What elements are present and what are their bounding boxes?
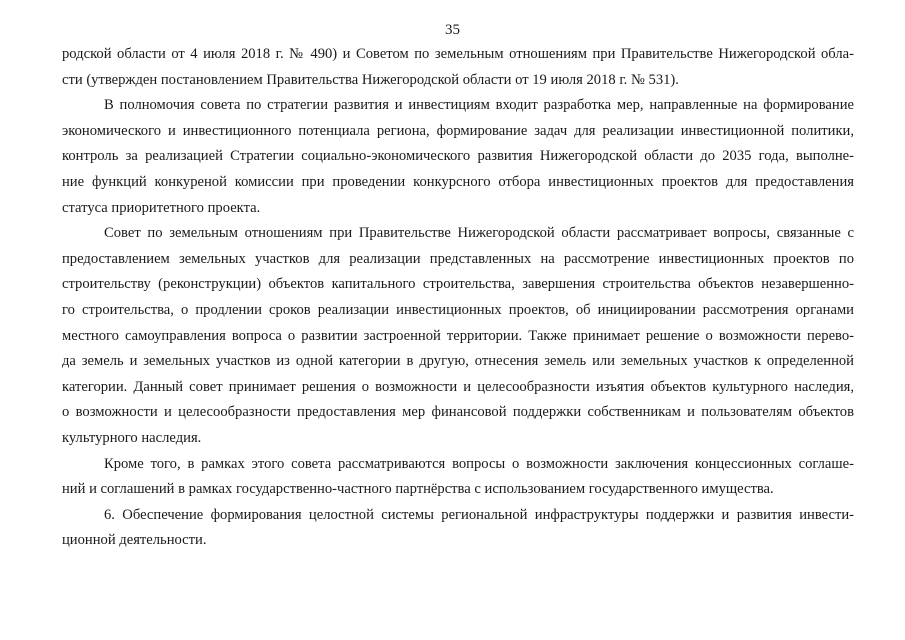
text-line: статуса приоритетного проекта. xyxy=(62,199,261,216)
text-line: о возможности и целесообразности предоставления мер финансовой поддержки собственникам и пользователям объектов xyxy=(62,404,854,421)
text-line: ционной деятельности. xyxy=(62,532,207,549)
text-line: предоставлением земельных участков для реализации представленных на рассмотрение инвестиционных проектов по xyxy=(62,250,854,267)
text-line: местного самоуправления вопроса о развитии застроенной территории. Также принимает решение о возможности перево- xyxy=(62,327,854,344)
text-line: ние функций конкуреной комиссии при проведении конкурсного отбора инвестиционных проектов для предоставления xyxy=(62,173,854,190)
text-line: культурного наследия. xyxy=(62,429,202,446)
text-line: родской области от 4 июля 2018 г. № 490) и Советом по земельным отношениям при Правительстве Нижегородской обла- xyxy=(62,46,854,62)
text-line: сти (утвержден постановлением Правительства Нижегородской области от 19 июля 2018 г. № 531). xyxy=(62,71,679,88)
text-line: Совет по земельным отношениям при Правительстве Нижегородской области рассматривает вопросы, связанные с xyxy=(104,225,854,242)
text-line: контроль за реализацией Стратегии социально-экономического развития Нижегородской области до 2035 года, выполне- xyxy=(62,148,854,165)
text-line: категории. Данный совет принимает решения о возможности и целесообразности изъятия объектов культурного наследия, xyxy=(62,378,854,395)
text-line: 6. Обеспечение формирования целостной системы региональной инфраструктуры поддержки и развития инвести- xyxy=(104,506,854,523)
text-line: экономического и инвестиционного потенциала региона, формирование задач для реализации инвестиционной политики, xyxy=(62,122,854,139)
text-line: Кроме того, в рамках этого совета рассматриваются вопросы о возможности заключения концессионных соглаше- xyxy=(104,455,854,472)
body-text xyxy=(62,42,854,554)
text-line: строительству (реконструкции) объектов капитального строительства, завершения строительства объектов незавершенно- xyxy=(62,276,854,293)
text-line: В полномочия совета по стратегии развития и инвестициям входит разработка мер, направленные на формирование xyxy=(104,97,854,114)
page-number: 35 xyxy=(445,22,460,38)
text-line: го строительства, о продлении сроков реализации инвестиционных проектов, об инициировании рассмотрения органами xyxy=(62,301,854,318)
text-line: ний и соглашений в рамках государственно-частного партнёрства с использованием государственного имущества. xyxy=(62,481,774,498)
text-line: да земель и земельных участков из одной категории в другую, отнесения земель или земельных участков к определенной xyxy=(62,353,854,370)
